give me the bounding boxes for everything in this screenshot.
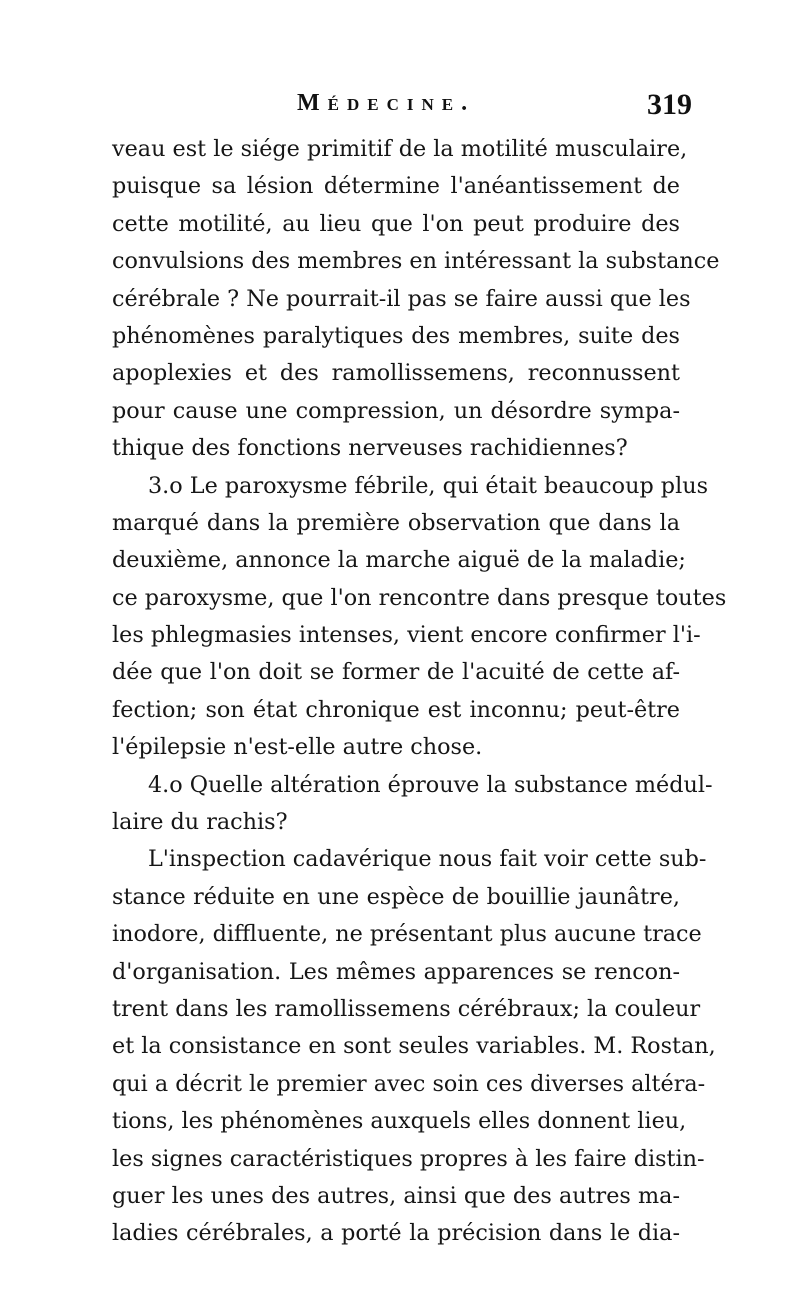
text-line: pour cause une compression, un désordre sympa-	[112, 397, 680, 424]
text-line: convulsions des membres en intéressant la substance	[112, 248, 720, 275]
text-line: puisque sa lésion détermine l'anéantissement de	[112, 173, 680, 200]
text-line: 4.o Quelle altération éprouve la substance médul-	[148, 771, 713, 798]
text-line: les phlegmasies intenses, vient encore confirmer l'i-	[112, 622, 701, 649]
text-line: cérébrale ? Ne pourrait-il pas se faire aussi que les	[112, 285, 691, 312]
text-line: ce paroxysme, que l'on rencontre dans presque toutes	[112, 584, 727, 611]
text-line: d'organisation. Les mêmes apparences se rencon-	[112, 958, 680, 985]
text-line: l'épilepsie n'est-elle autre chose.	[112, 734, 483, 761]
text-line: fection; son état chronique est inconnu; peut-être	[112, 696, 680, 723]
text-line: guer les unes des autres, ainsi que des autres ma-	[112, 1182, 680, 1209]
text-line: phénomènes paralytiques des membres, suite des	[112, 322, 680, 349]
text-line: stance réduite en une espèce de bouillie jaunâtre,	[112, 883, 680, 910]
text-line: 3.o Le paroxysme fébrile, qui était beaucoup plus	[148, 472, 709, 499]
text-line: ladies cérébrales, a porté la précision dans le dia-	[112, 1220, 680, 1247]
text-line: deuxième, annonce la marche aiguë de la maladie;	[112, 547, 686, 574]
text-line: trent dans les ramollissemens cérébraux; la couleur	[112, 995, 701, 1022]
text-line: L'inspection cadavérique nous fait voir cette sub-	[148, 846, 707, 873]
text-line: et la consistance en sont seules variables. M. Rostan,	[112, 1033, 716, 1060]
text-line: cette motilité, au lieu que l'on peut produire des	[112, 210, 680, 237]
text-line: veau est le siége primitif de la motilité musculaire,	[112, 136, 688, 162]
running-title: Médecine.	[297, 90, 476, 116]
text-line: qui a décrit le premier avec soin ces diverses altéra-	[112, 1070, 706, 1097]
text-line: thique des fonctions nerveuses rachidiennes?	[112, 435, 628, 462]
body-text	[112, 131, 727, 1253]
text-line: dée que l'on doit se former de l'acuité de cette af-	[112, 659, 680, 686]
text-line: laire du rachis?	[112, 809, 288, 836]
text-line: les signes caractéristiques propres à les faire distin-	[112, 1145, 705, 1172]
page-number: 319	[647, 88, 692, 121]
running-header	[112, 88, 692, 128]
text-line: tions, les phénomènes auxquels elles donnent lieu,	[112, 1108, 687, 1135]
text-line: marqué dans la première observation que dans la	[112, 509, 680, 536]
text-line: apoplexies et des ramollissemens, reconnussent	[112, 360, 680, 387]
text-line: inodore, diffluente, ne présentant plus aucune trace	[112, 921, 702, 948]
